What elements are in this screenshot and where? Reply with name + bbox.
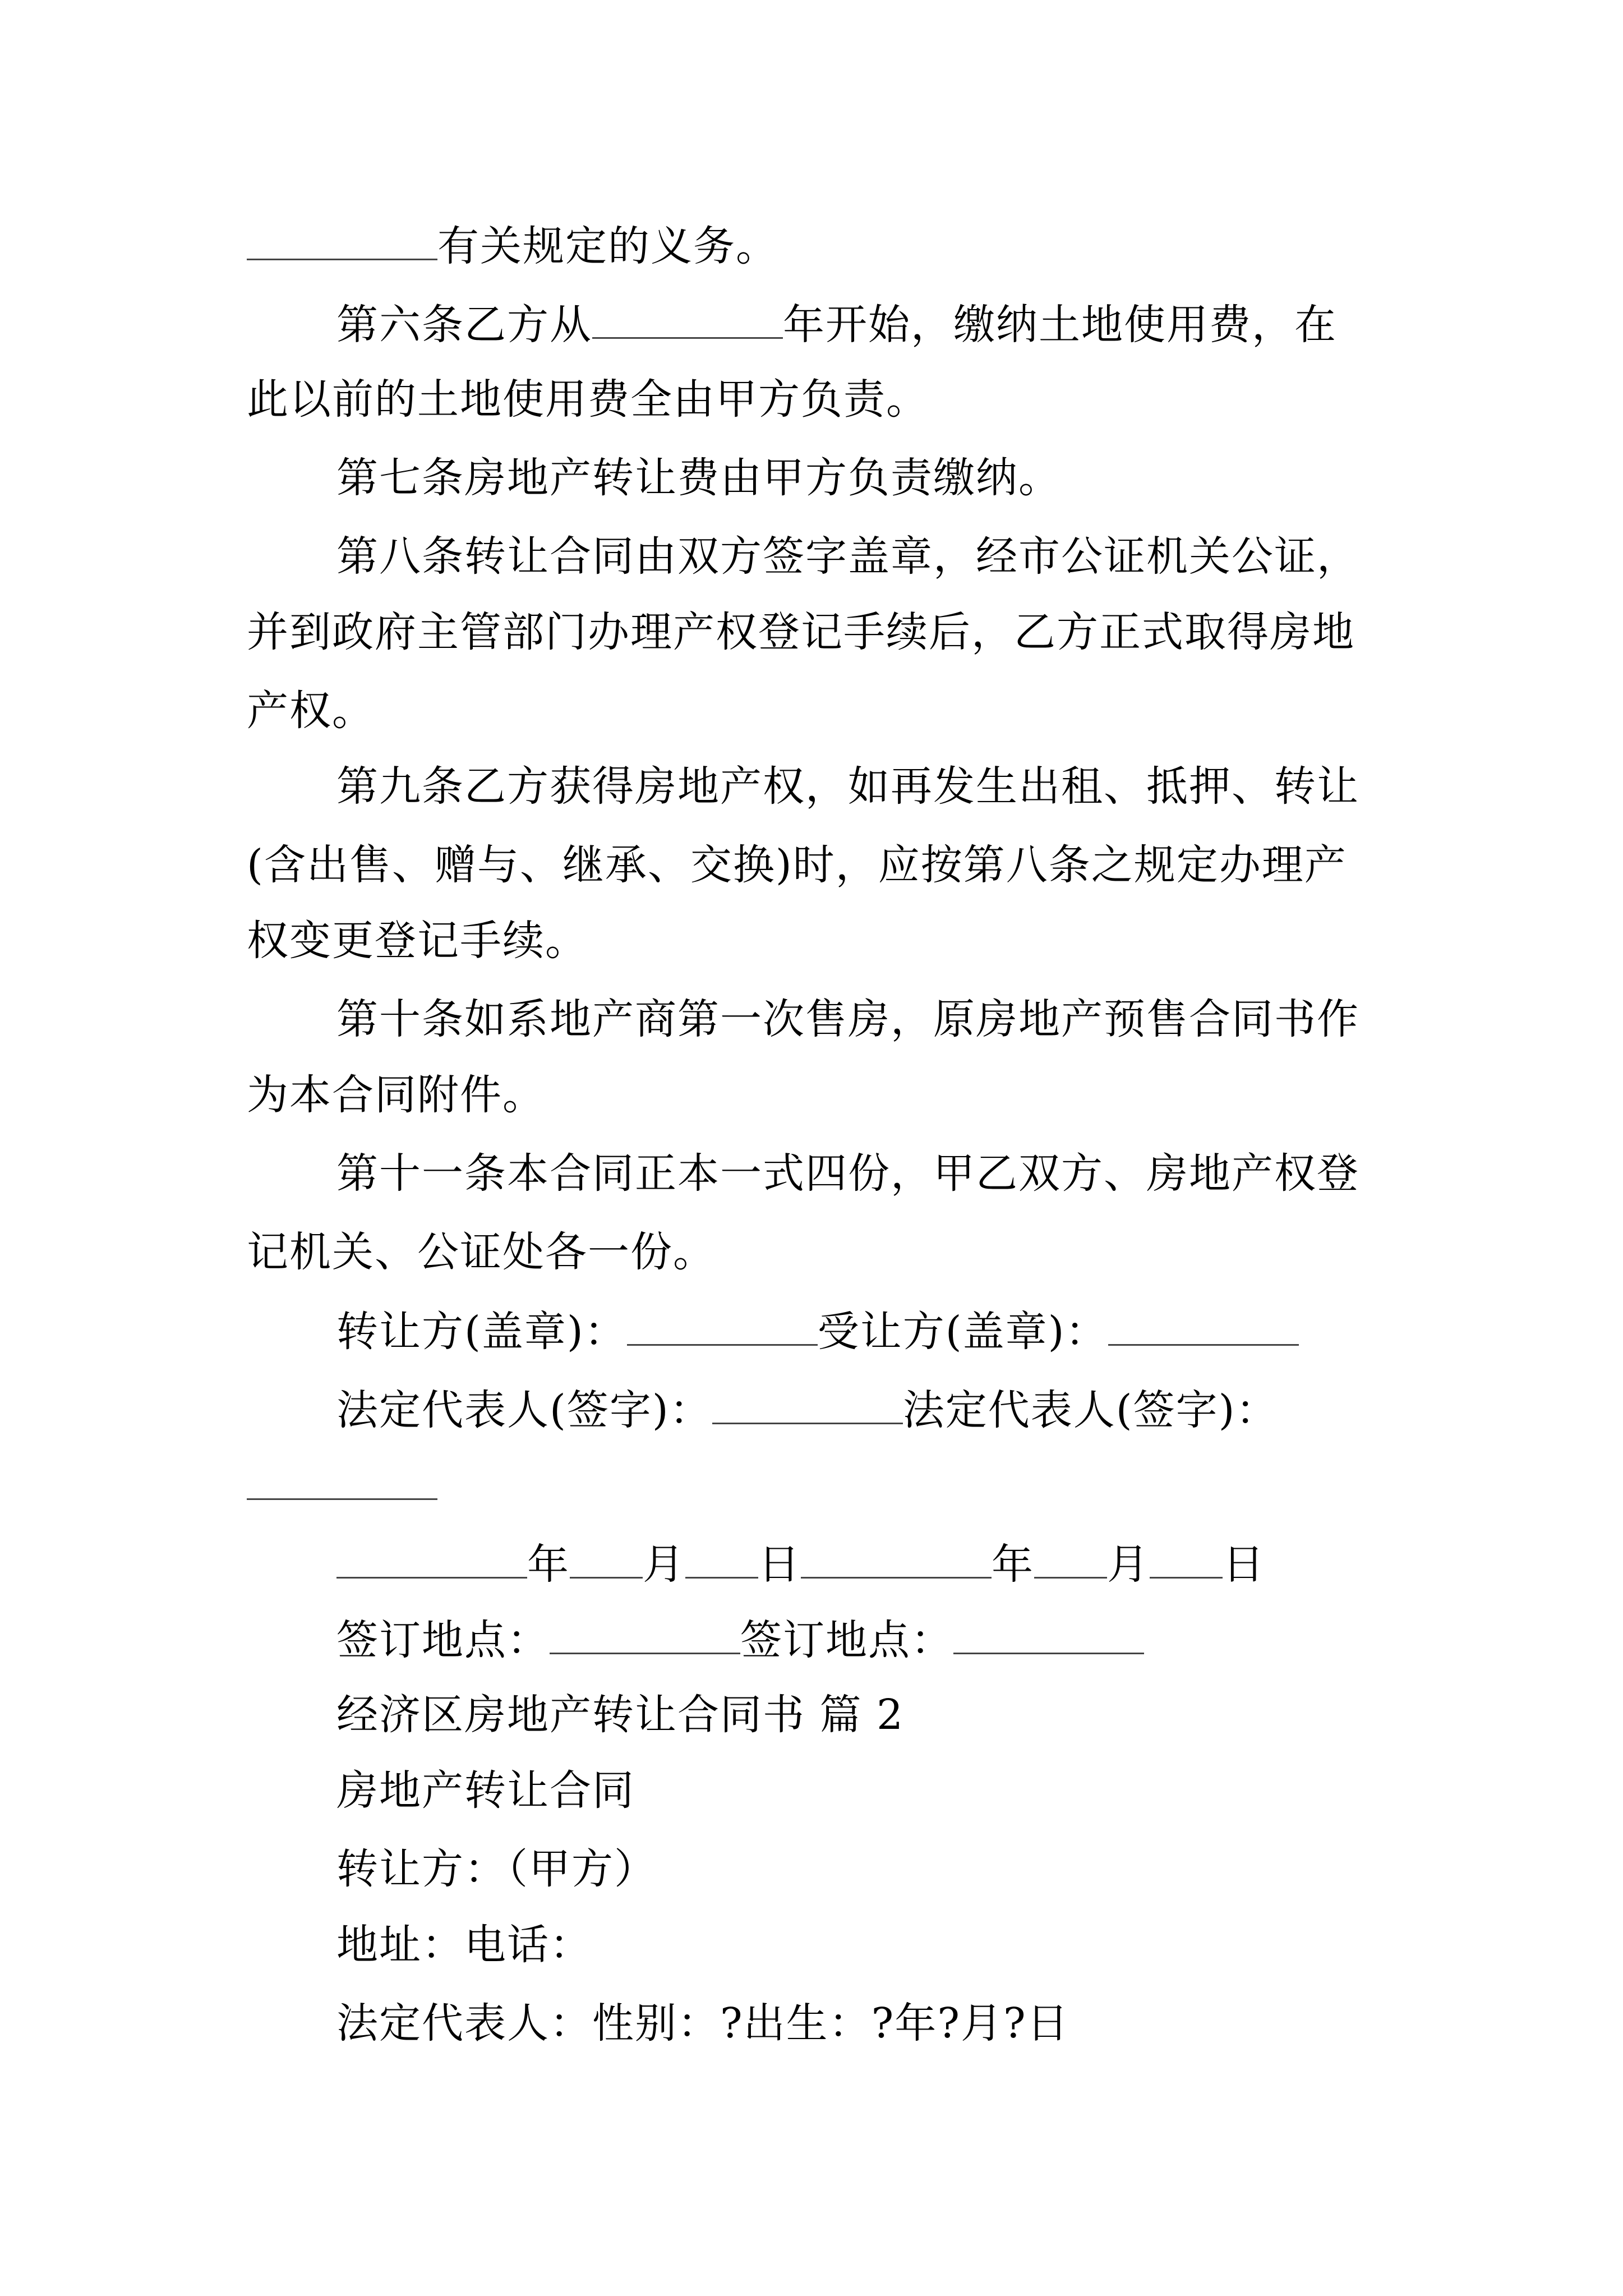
transferor-label: 转让方(盖章)： [336,1308,627,1356]
section-title: 经济区房地产转让合同书 篇 2 [336,1691,905,1739]
seal-line [336,1307,1299,1356]
day-label: 日 [1223,1540,1265,1589]
legal-rep-label: 法定代表人(签字)： [902,1386,1279,1434]
month-label: 月 [643,1540,685,1589]
article-6-line-1 [336,300,1337,349]
text: 年开始，缴纳土地使用费，在 [783,301,1337,349]
year-label: 年 [992,1540,1034,1589]
blank-field [550,1616,740,1654]
transferee-label: 受让方(盖章)： [817,1308,1108,1356]
article-9-line-2: (含出售、赠与、继承、交换)时，应按第八条之规定办理产 [247,841,1347,889]
blank-field [336,1540,527,1579]
blank-field [1034,1540,1107,1579]
year-label: 年 [527,1540,570,1589]
article-9-line-1: 第九条乙方获得房地产权，如再发生出租、抵押、转让 [336,762,1359,811]
article-9-line-3: 权变更登记手续。 [247,917,588,965]
blank-field [953,1616,1144,1654]
paragraph-line [247,222,778,270]
place-label: 签订地点： [740,1616,953,1664]
contract-title: 房地产转让合同 [336,1766,635,1815]
blank-field [801,1540,992,1579]
blank-field [1108,1307,1299,1346]
blank-field [685,1540,758,1579]
place-line [336,1616,1144,1664]
month-label: 月 [1107,1540,1150,1589]
blank-field [247,222,437,260]
legal-rep-blank [247,1461,437,1507]
place-label: 签订地点： [336,1616,550,1664]
article-8-line-1: 第八条转让合同由双方签字盖章，经市公证机关公证， [336,532,1359,581]
article-10-line-1: 第十条如系地产商第一次售房，原房地产预售合同书作 [336,995,1359,1043]
address-phone-line: 地址：电话： [336,1921,592,1969]
article-8-line-3: 产权。 [247,687,375,735]
legal-rep-label: 法定代表人(签字)： [336,1386,712,1434]
party-a-line: 转让方：（甲方） [336,1845,657,1893]
blank-field [712,1386,903,1424]
text: 第六条乙方从 [336,301,592,349]
blank-field [570,1540,643,1579]
day-label: 日 [758,1540,801,1589]
article-8-line-2: 并到政府主管部门办理产权登记手续后，乙方正式取得房地 [247,608,1355,656]
article-11-line-1: 第十一条本合同正本一式四份，甲乙双方、房地产权登 [336,1149,1359,1198]
blank-field [627,1307,818,1346]
article-7: 第七条房地产转让费由甲方负责缴纳。 [336,454,1061,502]
legal-rep-line [336,1386,1279,1434]
blank-field [592,300,783,339]
article-11-line-2: 记机关、公证处各一份。 [247,1228,716,1276]
article-10-line-2: 为本合同附件。 [247,1071,545,1119]
text: 有关规定的义务。 [437,222,778,270]
legal-rep-info-line: 法定代表人：性别：?出生：?年?月?日 [336,1999,1069,2047]
article-6-line-2: 此以前的土地使用费全由甲方负责。 [247,375,929,424]
date-line [336,1540,1265,1589]
blank-field [1150,1540,1223,1579]
blank-field [247,1461,437,1500]
